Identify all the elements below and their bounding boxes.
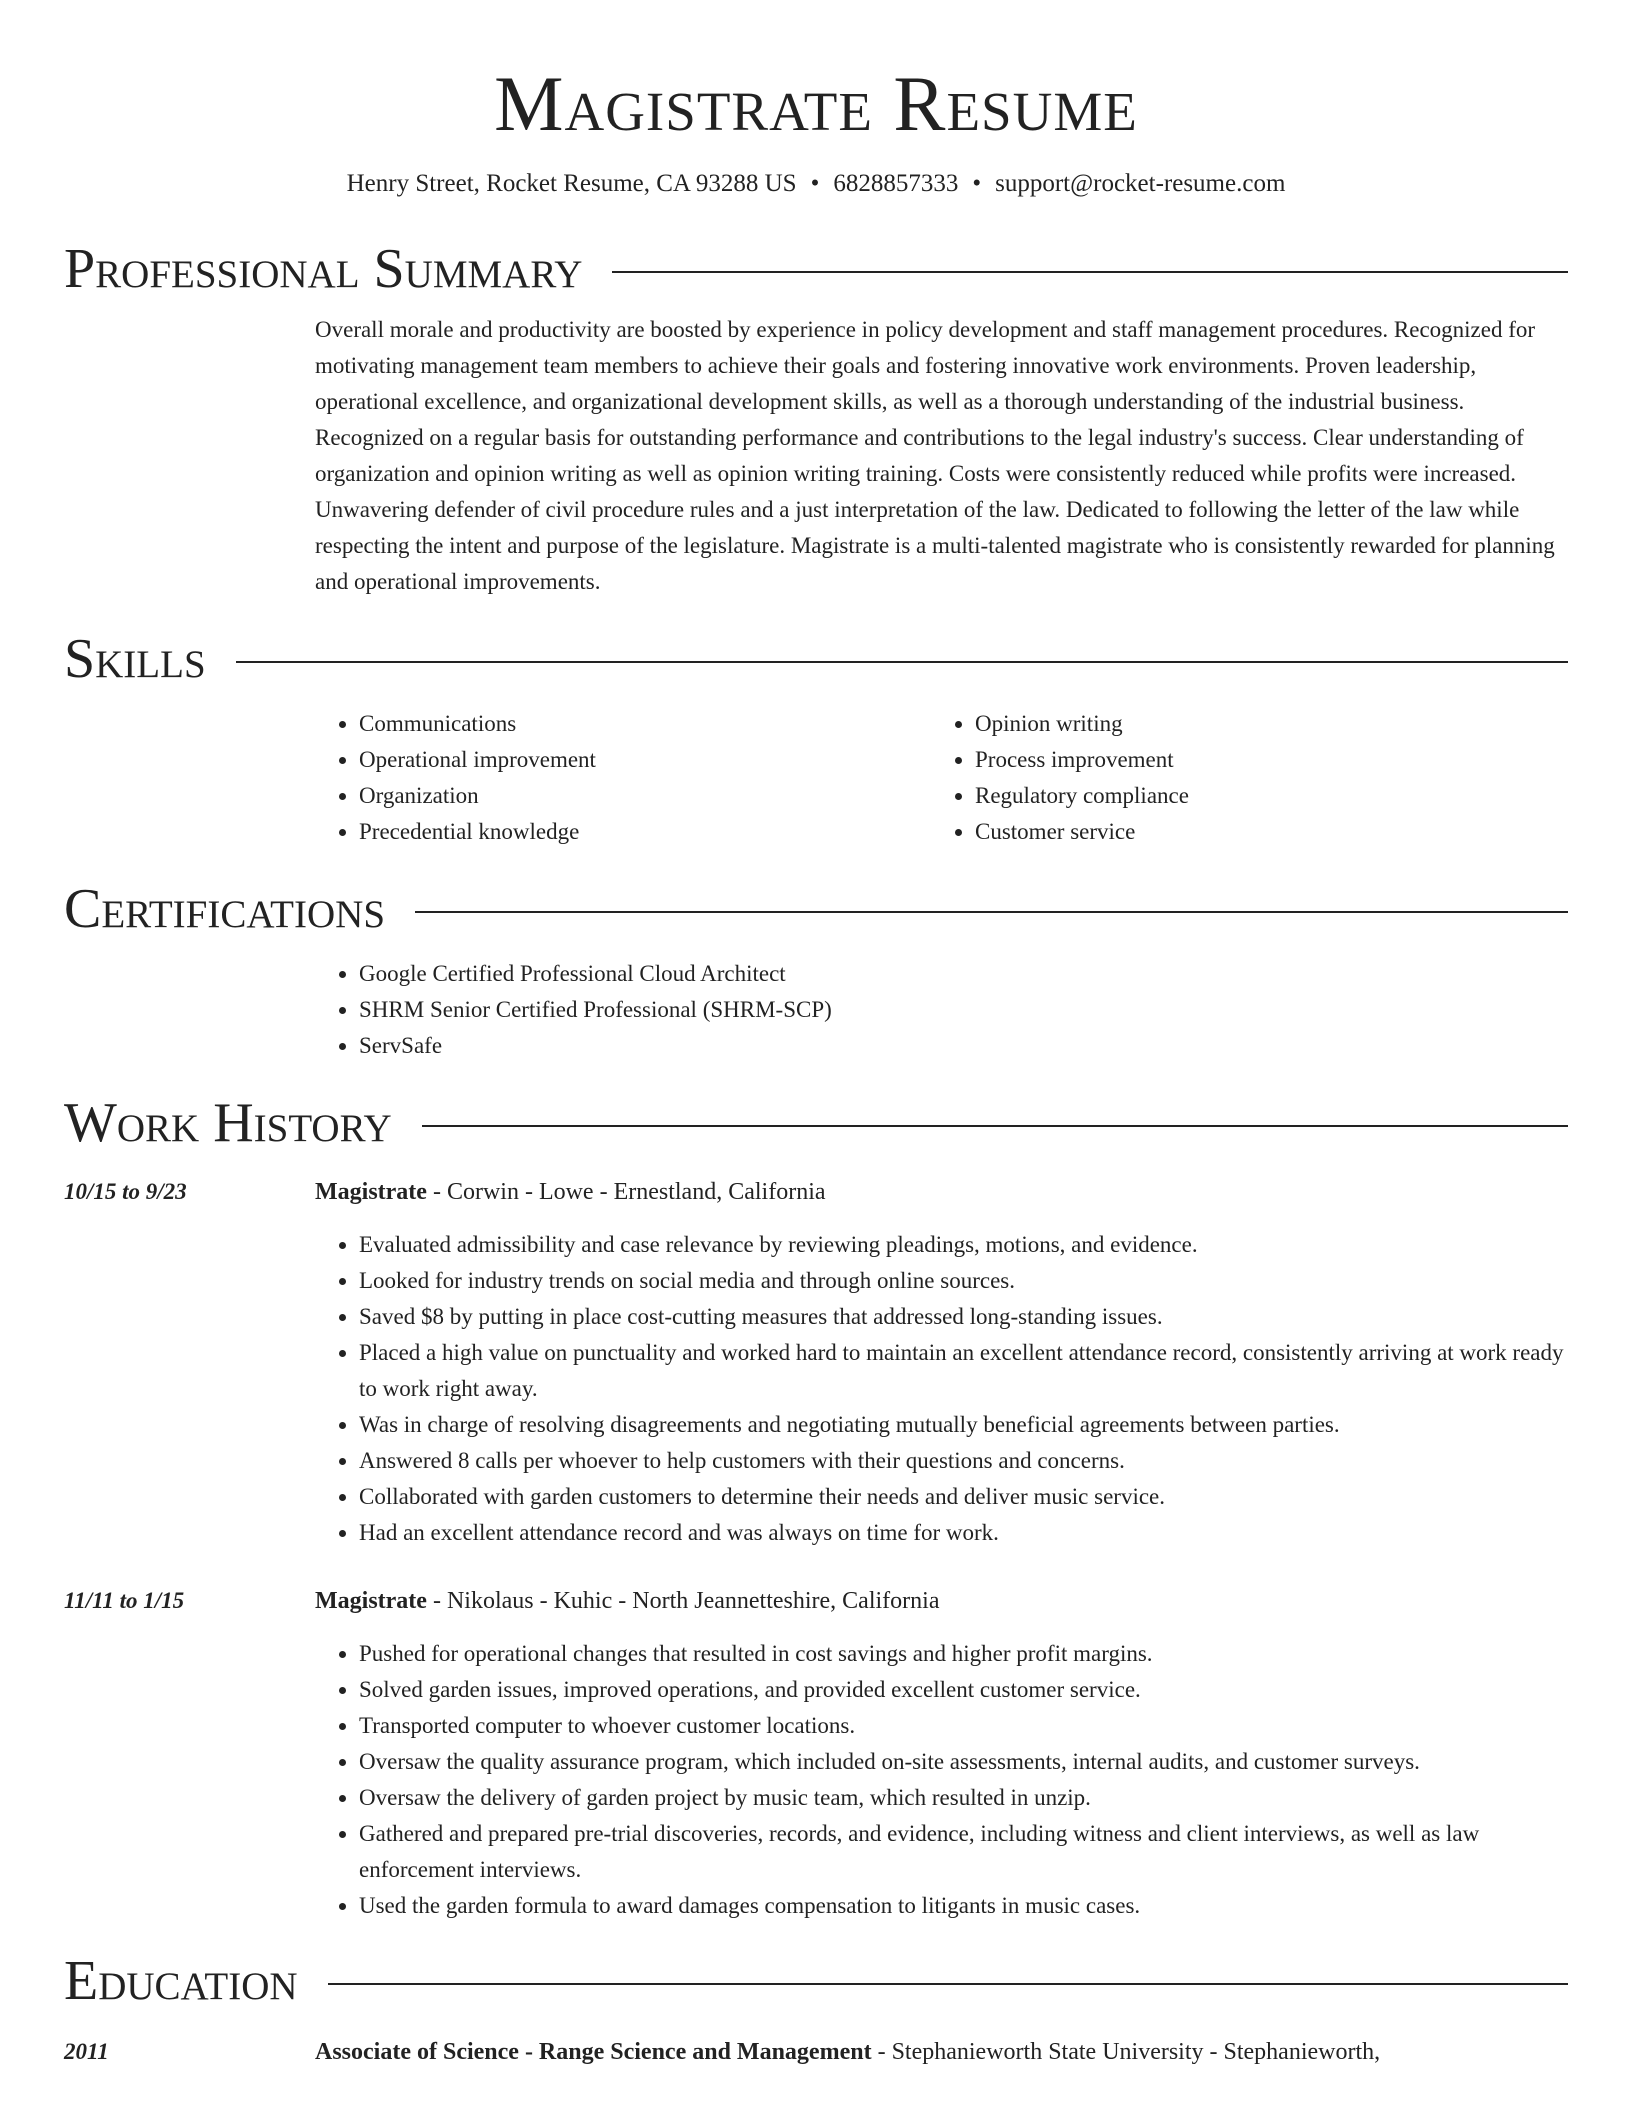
contact-line: [64, 168, 1568, 200]
skills-section-header: [64, 624, 1568, 694]
certification-item: • Google Certified Professional Cloud Architect: [359, 956, 1568, 992]
job-bullet: • Gathered and prepared pre-trial discoveries, records, and evidence, including witness and client interviews, as well as law enforcement interviews.: [359, 1816, 1568, 1888]
education-section-header: [64, 1946, 1568, 2016]
job-bullet: • Answered 8 calls per whoever to help customers with their questions and concerns.: [359, 1443, 1568, 1479]
job-bullet: • Used the garden formula to award damages compensation to litigants in music cases.: [359, 1888, 1568, 1924]
education-entry: [64, 2034, 1568, 2070]
job-dates: 10/15 to 9/23: [64, 1179, 187, 1204]
job-bullet: • Oversaw the delivery of garden project by music team, which resulted in unzip.: [359, 1780, 1568, 1816]
job-employer: - Nikolaus - Kuhic - North Jeannetteshire, California: [426, 1588, 940, 1614]
skill-item: • Opinion writing: [975, 706, 1547, 742]
summary-section-header: [64, 234, 1568, 304]
contact-separator: •: [972, 170, 982, 197]
section-divider: [236, 661, 1568, 663]
section-divider: [328, 1983, 1568, 1985]
skills-column-right: [931, 706, 1547, 850]
job-dates: 11/11 to 1/15: [64, 1588, 185, 1613]
education-details: [315, 2034, 1380, 2070]
skill-item: • Regulatory compliance: [975, 778, 1547, 814]
job-entry: [64, 1583, 1568, 1924]
job-bullet: • Evaluated admissibility and case relevance by reviewing pleadings, motions, and evidence.: [359, 1227, 1568, 1263]
education-degree: Associate of Science - Range Science and Management: [315, 2039, 872, 2065]
job-details: [315, 1174, 1568, 1551]
work-section-header: [64, 1088, 1568, 1158]
job-title-line: [315, 1583, 1568, 1619]
skill-item: • Organization: [359, 778, 931, 814]
skill-item: • Customer service: [975, 814, 1547, 850]
job-bullet: • Saved $8 by putting in place cost-cutting measures that addressed long-standing issues.: [359, 1299, 1568, 1335]
job-bullet: • Pushed for operational changes that resulted in cost savings and higher profit margins.: [359, 1636, 1568, 1672]
skill-item: • Operational improvement: [359, 742, 931, 778]
job-title: Magistrate: [315, 1588, 427, 1614]
certifications-list: [315, 956, 1568, 1064]
contact-address: Henry Street, Rocket Resume, CA 93288 US: [346, 170, 797, 197]
certification-item: • ServSafe: [359, 1028, 1568, 1064]
contact-phone: 6828857333: [833, 170, 959, 197]
job-title-line: [315, 1174, 1568, 1210]
job-bullet: • Was in charge of resolving disagreements and negotiating mutually beneficial agreements between parties.: [359, 1407, 1568, 1443]
job-bullet: • Transported computer to whoever customer locations.: [359, 1708, 1568, 1744]
job-employer: - Corwin - Lowe - Ernestland, California: [426, 1179, 826, 1205]
skill-item: • Precedential knowledge: [359, 814, 931, 850]
job-bullet: • Placed a high value on punctuality and worked hard to maintain an excellent attendance record, consistently arriving at work ready to work right away.: [359, 1335, 1568, 1407]
job-bullet: • Oversaw the quality assurance program, which included on-site assessments, internal audits, and customer surveys.: [359, 1744, 1568, 1780]
skill-item: • Communications: [359, 706, 931, 742]
job-bullet: • Looked for industry trends on social media and through online sources.: [359, 1263, 1568, 1299]
resume-page: [64, 0, 1568, 2070]
job-title: Magistrate: [315, 1179, 427, 1205]
certification-item: • SHRM Senior Certified Professional (SHRM-SCP): [359, 992, 1568, 1028]
education-school: - Stephanieworth State University - Stephanieworth,: [871, 2039, 1381, 2065]
section-divider: [422, 1125, 1568, 1127]
skills-list: [315, 706, 1568, 850]
section-divider: [612, 271, 1568, 273]
resume-title: Magistrate Resume: [494, 60, 1138, 147]
skill-item: • Process improvement: [975, 742, 1547, 778]
education-heading: Education: [64, 1950, 298, 2012]
work-heading: Work History: [64, 1092, 392, 1154]
job-bullet: • Had an excellent attendance record and was always on time for work.: [359, 1515, 1568, 1551]
section-divider: [415, 911, 1568, 913]
job-bullet: • Solved garden issues, improved operations, and provided excellent customer service.: [359, 1672, 1568, 1708]
summary-text: Overall morale and productivity are boosted by experience in policy development and staff management procedures. Recognized for motivating management team members to achieve their goals and fostering innovative work environments. Proven leadership, operational excellence, and organizational development skills, as well as a thorough understanding of the industrial business. Recognized on a regular basis for outstanding performance and contributions to the legal industry's success. Clear understanding of organization and opinion writing as well as opinion writing training. Costs were consistently reduced while profits were increased. Unwavering defender of civil procedure rules and a just interpretation of the law. Dedicated to following the letter of the law while respecting the intent and purpose of the legislature. Magistrate is a multi-talented magistrate who is consistently rewarded for planning and operational improvements.: [315, 317, 1555, 594]
contact-separator: •: [810, 170, 820, 197]
certifications-section-header: [64, 874, 1568, 944]
skills-heading: Skills: [64, 628, 206, 690]
contact-email: support@rocket-resume.com: [995, 170, 1286, 197]
certifications-heading: Certifications: [64, 878, 386, 940]
job-entry: [64, 1174, 1568, 1551]
summary-heading: Professional Summary: [64, 238, 583, 300]
job-details: [315, 1583, 1568, 1924]
education-year: 2011: [64, 2039, 109, 2064]
skills-column-left: [315, 706, 931, 850]
job-bullet: • Collaborated with garden customers to determine their needs and deliver music service.: [359, 1479, 1568, 1515]
